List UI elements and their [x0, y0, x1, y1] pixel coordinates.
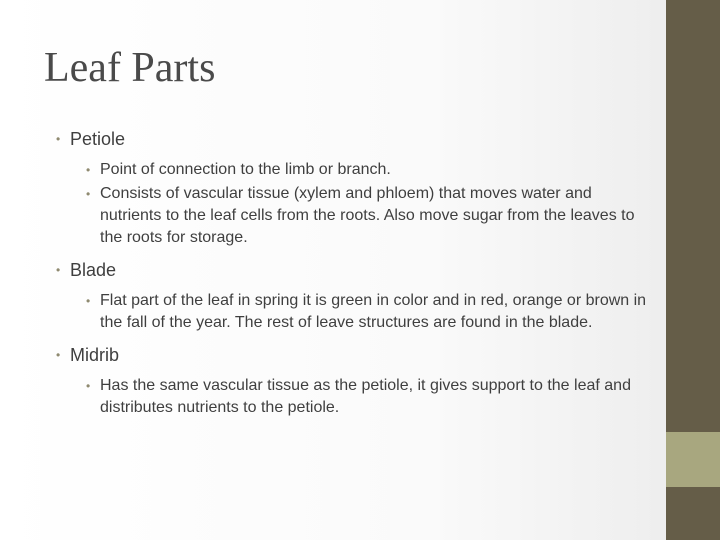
sub-bullet: • Flat part of the leaf in spring it is green in color and in red, orange or brown in the fall of the year. The rest of leave structures are found in the blade.: [86, 290, 656, 334]
sub-bullet: • Consists of vascular tissue (xylem and phloem) that moves water and nutrients to the leaf cells from the roots. Also move sugar from the leaves to the roots for storage.: [86, 183, 656, 249]
bullet-midrib: [56, 344, 656, 419]
sub-bullet: • Point of connection to the limb or branch.: [86, 159, 656, 181]
slide-content: [56, 128, 656, 429]
sidebar-accent-block: [666, 432, 720, 487]
bullet-label: • Midrib: [56, 344, 656, 366]
slide-title: Leaf Parts: [44, 45, 216, 91]
sub-bullet: • Has the same vascular tissue as the petiole, it gives support to the leaf and distributes nutrients to the petiole.: [86, 375, 656, 419]
decorative-sidebar: [666, 0, 720, 540]
bullet-label: • Petiole: [56, 128, 656, 150]
bullet-blade: [56, 259, 656, 334]
bullet-petiole: [56, 128, 656, 249]
bullet-label: • Blade: [56, 259, 656, 281]
